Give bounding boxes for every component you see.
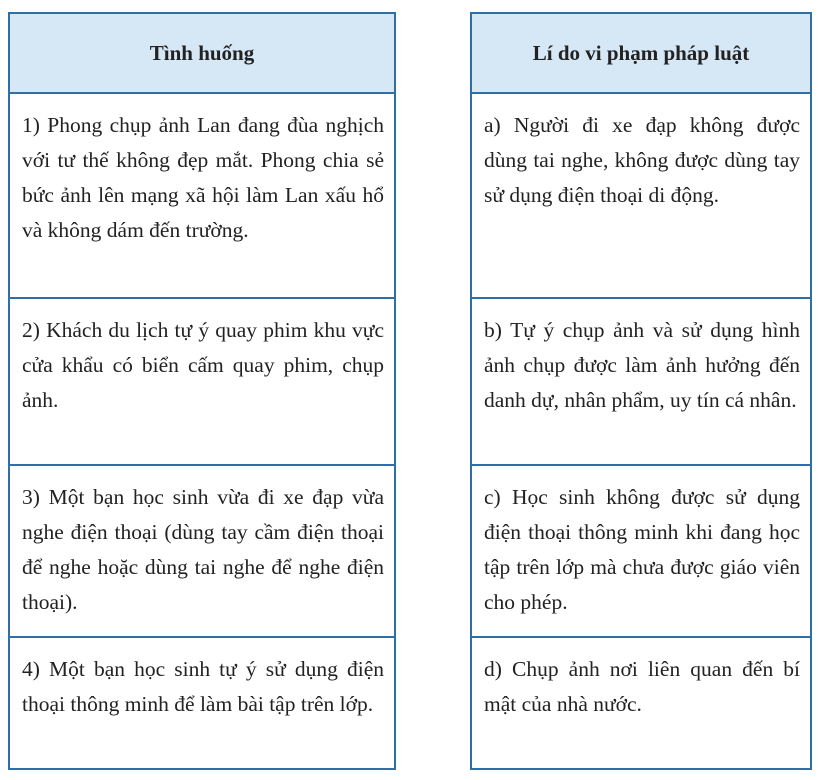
reasons-header: Lí do vi phạm pháp luật: [472, 14, 810, 94]
situations-header: Tình huống: [10, 14, 394, 94]
situation-2: 2) Khách du lịch tự ý quay phim khu vực cửa khẩu có biển cấm quay phim, chụp ảnh.: [10, 299, 394, 466]
situation-3: 3) Một bạn học sinh vừa đi xe đạp vừa nghe điện thoại (dùng tay cầm điện thoại để nghe hoặc dùng tai nghe để nghe điện thoại).: [10, 466, 394, 638]
situation-1: 1) Phong chụp ảnh Lan đang đùa nghịch với tư thế không đẹp mắt. Phong chia sẻ bức ảnh lên mạng xã hội làm Lan xấu hổ và không dám đến trường.: [10, 94, 394, 299]
reason-b: b) Tự ý chụp ảnh và sử dụng hình ảnh chụp được làm ảnh hưởng đến danh dự, nhân phẩm, uy tín cá nhân.: [472, 299, 810, 466]
situation-4: 4) Một bạn học sinh tự ý sử dụng điện thoại thông minh để làm bài tập trên lớp.: [22, 657, 384, 716]
reason-d: d) Chụp ảnh nơi liên quan đến bí mật của nhà nước.: [484, 657, 800, 716]
situations-column: [8, 12, 396, 770]
reason-c: c) Học sinh không được sử dụng điện thoại thông minh khi đang học tập trên lớp mà chưa được giáo viên cho phép.: [472, 466, 810, 638]
reason-a: a) Người đi xe đạp không được dùng tai nghe, không được dùng tay sử dụng điện thoại di động.: [472, 94, 810, 299]
reasons-column: [470, 12, 812, 770]
